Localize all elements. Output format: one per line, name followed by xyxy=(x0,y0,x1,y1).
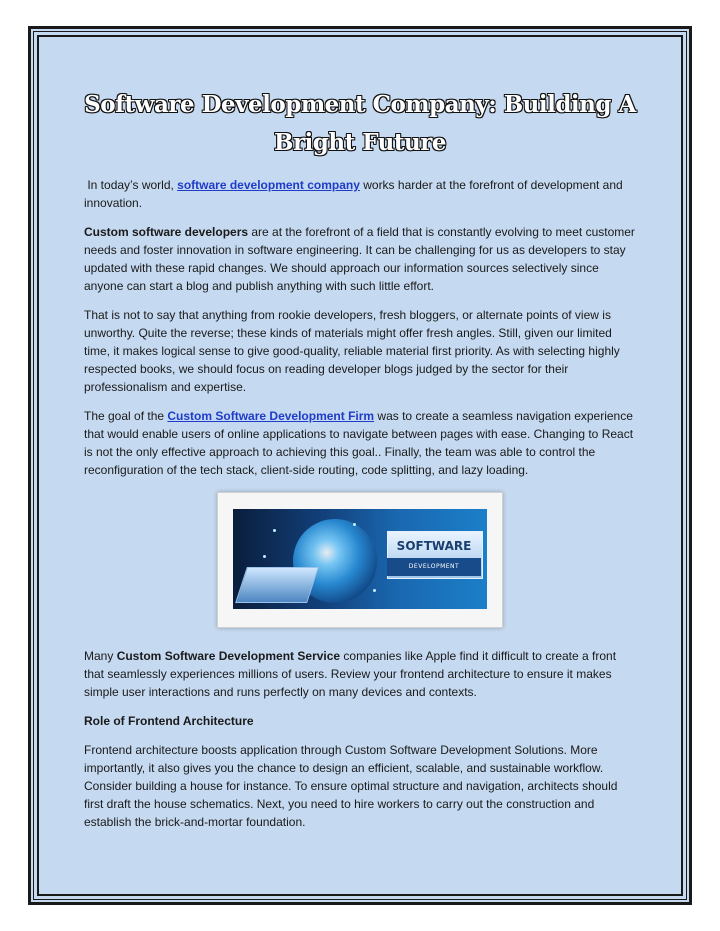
paragraph-custom-developers: Custom software developers are at the forefront of a field that is constantly evolving to meet customer needs and foster innovation in software engineering. It can be challenging for us as developers to stay updated with these rapid changes. We should approach our information sources selectively since anyone can start a blog and publish anything with such little effort. xyxy=(84,225,635,293)
laptop-icon xyxy=(235,567,319,603)
software-sign-subtitle: DEVELOPMENT xyxy=(387,558,481,576)
document-title: Software Development Company: Building A Bright Future xyxy=(84,91,636,156)
sparkle-icon xyxy=(373,589,376,592)
paragraph-quality-sources: That is not to say that anything from rookie developers, fresh bloggers, or alternate points of view is unworthy. Quite the reverse; these kinds of materials might offer fresh angles. Still, given our limited time, it makes logical sense to give good-quality, reliable material first priority. As with selecting highly respected books, we should focus on reading developer blogs judged by the sector for their professionalism and expertise. xyxy=(84,308,620,394)
bold-term: Custom software developers xyxy=(84,225,249,239)
sparkle-icon xyxy=(273,529,276,532)
paragraph-service-companies: Many Custom Software Development Service companies like Apple find it difficult to create a front that seamlessly experiences millions of users. Review your frontend architecture to ensure it makes simple user interactions and runs perfectly on many devices and contexts. xyxy=(84,649,617,699)
paragraph-intro: In today’s world, software development company works harder at the forefront of development and innovation. xyxy=(84,178,623,210)
software-development-image xyxy=(217,492,503,628)
software-development-company-link[interactable]: software development company xyxy=(177,178,360,192)
software-sign-title: SOFTWARE xyxy=(396,539,472,553)
sparkle-icon xyxy=(353,523,356,526)
software-banner-graphic xyxy=(233,509,487,609)
document-content xyxy=(84,86,636,842)
section-heading-frontend-architecture: Role of Frontend Architecture xyxy=(84,714,254,728)
paragraph-frontend-architecture: Frontend architecture boosts application through Custom Software Development Solutions. More importantly, it also gives you the chance to design an efficient, scalable, and sustainable workflow. Consider building a house for instance. To ensure optimal structure and navigation, architects should first draft the house schematics. Next, you need to hire workers to carry out the construction and establish the brick-and-mortar foundation. xyxy=(84,743,618,829)
bold-term: Custom Software Development Service xyxy=(116,649,341,663)
custom-software-development-firm-link[interactable]: Custom Software Development Firm xyxy=(167,409,375,423)
sparkle-icon xyxy=(263,555,266,558)
paragraph-navigation-goal: The goal of the Custom Software Development Firm was to create a seamless navigation experience that would enable users of online applications to navigate between pages with ease. Changing to React is not the only effective approach to achieving this goal.. Finally, the team was able to control the reconfiguration of the tech stack, client-side routing, code splitting, and lazy loading. xyxy=(84,409,634,477)
